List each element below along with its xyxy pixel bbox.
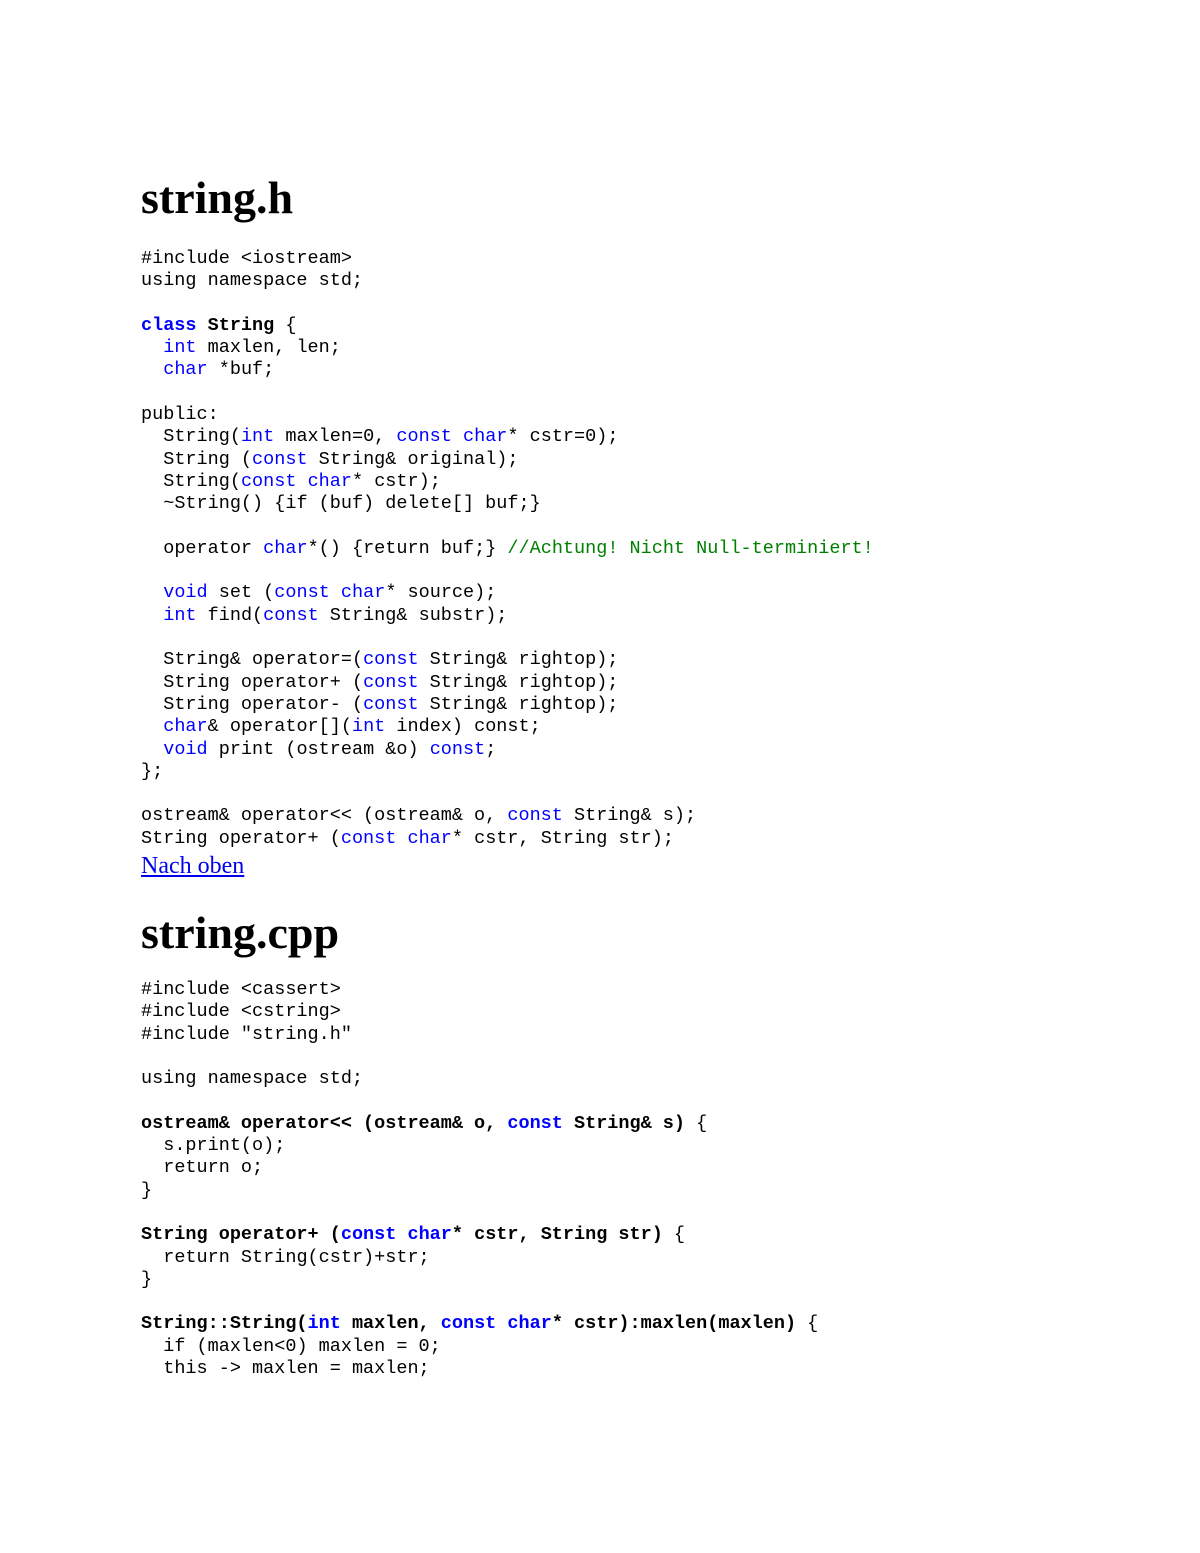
code-line: String::String(int maxlen, const char* cstr):maxlen(maxlen) { xyxy=(141,1313,819,1335)
code-line-blank xyxy=(141,627,1141,649)
code-line-blank xyxy=(141,1046,1141,1068)
code-comment: //Achtung! Nicht Null-terminiert! xyxy=(507,537,874,559)
code-line-blank xyxy=(141,783,1141,805)
code-line: } xyxy=(141,1179,153,1201)
code-line: String operator+ (const char* cstr, String str); xyxy=(141,827,674,849)
code-line-blank xyxy=(141,1091,1141,1113)
code-line: if (maxlen<0) maxlen = 0; xyxy=(163,1335,441,1357)
code-line: using namespace std; xyxy=(141,1068,364,1090)
code-line: return o; xyxy=(163,1157,264,1179)
code-line: using namespace std; xyxy=(141,270,364,292)
code-line: class String { xyxy=(141,314,297,336)
code-line: void set (const char* source); xyxy=(163,582,497,604)
code-line: String operator- (const String& rightop); xyxy=(163,693,619,715)
code-line: String operator+ (const char* cstr, String str) { xyxy=(141,1224,686,1246)
code-line: ~String() {if (buf) delete[] buf;} xyxy=(163,493,541,515)
code-line-blank xyxy=(141,293,1141,315)
code-line: ostream& operator<< (ostream& o, const String& s) { xyxy=(141,1112,708,1134)
code-line: int maxlen, len; xyxy=(163,337,341,359)
code-line-blank xyxy=(141,382,1141,404)
code-line-blank xyxy=(141,516,1141,538)
code-line: String operator+ (const String& rightop); xyxy=(163,671,619,693)
code-line: }; xyxy=(141,760,164,782)
code-block-string-cpp xyxy=(141,979,1141,1380)
code-line: char& operator[](int index) const; xyxy=(163,716,541,738)
heading-string-h: string.h xyxy=(141,172,294,223)
code-line: void print (ostream &o) const; xyxy=(163,738,497,760)
code-line: String (const String& original); xyxy=(163,448,519,470)
code-line: #include <cstring> xyxy=(141,1001,341,1023)
code-line: ostream& operator<< (ostream& o, const String& s); xyxy=(141,805,697,827)
code-line: } xyxy=(141,1268,153,1290)
heading-string-cpp: string.cpp xyxy=(141,907,340,959)
code-line: #include <cassert> xyxy=(141,979,341,1001)
code-line: operator char*() {return buf;} //Achtung! Nicht Null-terminiert! xyxy=(163,537,874,559)
code-line: String(const char* cstr); xyxy=(163,470,441,492)
code-line: String(int maxlen=0, const char* cstr=0); xyxy=(163,426,619,448)
code-line-blank xyxy=(141,1202,1141,1224)
code-line: char *buf; xyxy=(163,359,275,381)
code-line-blank xyxy=(141,1291,1141,1313)
code-line: #include "string.h" xyxy=(141,1023,352,1045)
code-line-blank xyxy=(141,560,1141,582)
code-line: #include <iostream> xyxy=(141,248,352,269)
code-block-string-h xyxy=(141,248,1141,850)
code-line: int find(const String& substr); xyxy=(163,604,508,626)
code-line: s.print(o); xyxy=(163,1135,286,1157)
back-to-top-link[interactable]: Nach oben xyxy=(141,853,245,880)
code-line: public: xyxy=(141,404,219,426)
document-page xyxy=(141,170,1141,1380)
code-line: this -> maxlen = maxlen; xyxy=(163,1358,430,1380)
code-line: String& operator=(const String& rightop); xyxy=(163,649,619,671)
code-line: return String(cstr)+str; xyxy=(163,1246,430,1268)
